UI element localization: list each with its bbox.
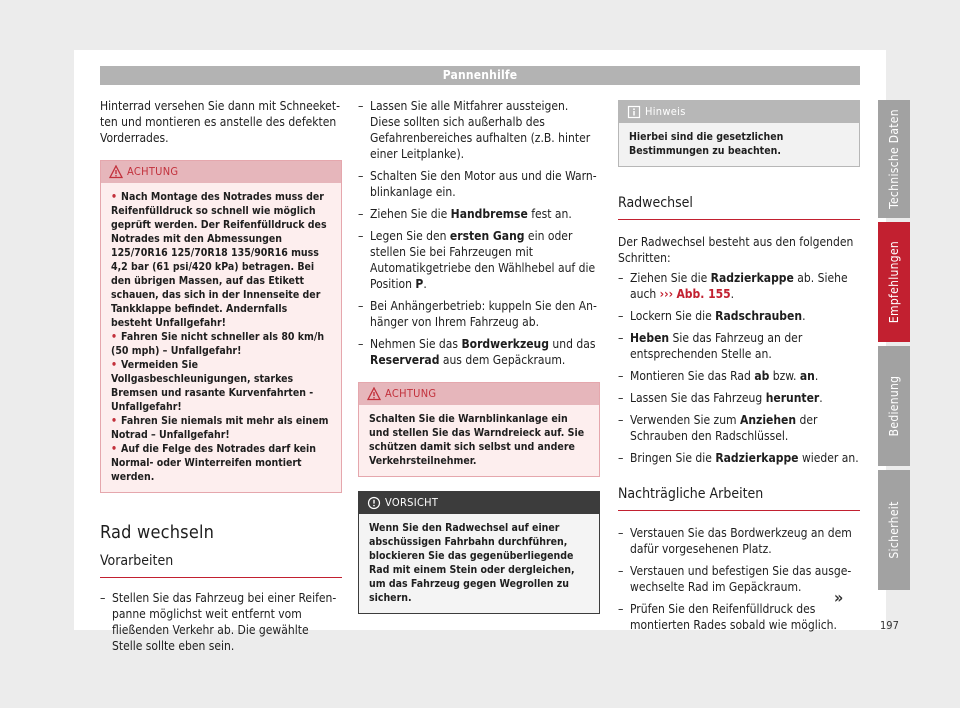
caution-box [358, 491, 600, 614]
warning-box-title: ACHTUNG [127, 165, 179, 178]
section-title-radwechsel: Radwechsel [618, 195, 860, 220]
list-item [358, 298, 600, 330]
step-text: . [802, 309, 806, 323]
list-item: – Verstauen und befestigen Sie das ausgewechselte Rad im Gepäckraum. [618, 563, 860, 595]
warning-item-text: Nach Montage des Notrades muss der Reifenfülldruck so schnell wie möglich geprüft werden. Der Reifenfülldruck des Notrades mit den Abmessungen 125/70R16 125/70R18 135/90R16 muss 4,2 bar (61 psi/420 kPa) betragen. Bei den übrigen Massen, auf das Etikett schauen, das sich in der Innenseite der Tankklappe befindet. Andernfalls besteht Unfallgefahr! [111, 191, 327, 329]
step-text: ein oder stellen Sie bei Fahrzeugen mit Automatikgetriebe den Wählhebel auf die Position [370, 229, 596, 291]
preparation-steps-cont [358, 98, 600, 368]
step-emphasis: ersten Gang [449, 229, 525, 243]
step-text: Verwenden Sie zum [630, 413, 741, 427]
note-box [618, 100, 860, 167]
step-text: . [819, 391, 823, 405]
step-text: und das [548, 337, 596, 351]
step-text: Ziehen Sie die [630, 271, 711, 285]
step-text: Lockern Sie die [630, 309, 716, 323]
step-text: Legen Sie den [370, 229, 450, 243]
intro-paragraph: Hinterrad versehen Sie dann mit Schneeketten und montieren es anstelle des defekten Vorderrades. [100, 99, 340, 145]
column-middle [358, 98, 600, 614]
step-emphasis: Handbremse [450, 207, 528, 221]
warning-box-body [101, 183, 341, 492]
section-title: Rad wechseln [100, 522, 215, 543]
list-item: – Verstauen Sie das Bordwerkzeug an dem dafür vorgesehenen Platz. [618, 525, 860, 557]
step-emphasis: Radzierkappe [715, 451, 799, 465]
step-text: Bei Anhängerbetrieb: kuppeln Sie den Anhänger von Ihrem Fahrzeug ab. [370, 299, 597, 329]
step-emphasis: Heben [630, 331, 670, 345]
list-item: – Stellen Sie das Fahrzeug bei einer Reifenpanne möglichst weit entfernt vom fließenden Verkehr ab. Die gewählte Stelle sollte eben sein. [100, 590, 342, 654]
note-box-title: Hinweis [645, 105, 686, 118]
info-icon [627, 105, 641, 119]
column-right [618, 98, 860, 639]
page-header: Pannenhilfe [100, 66, 860, 85]
step-text: bzw. [769, 369, 800, 383]
column-left [100, 98, 342, 660]
step-text: . [423, 277, 427, 291]
step-text: Bringen Sie die [630, 451, 716, 465]
warning-box-body: Schalten Sie die Warnblinkanlage ein und stellen Sie das Warndreieck auf. Sie schützen damit sich selbst und andere Verkehrsteilnehmer. [369, 413, 585, 467]
warning-triangle-icon [367, 387, 381, 401]
caution-box-title-bar [359, 492, 599, 514]
step-emphasis: herunter [765, 391, 820, 405]
warning-box-title: ACHTUNG [385, 387, 437, 400]
radwechsel-intro: Der Radwechsel besteht aus den folgenden Schritten: [618, 235, 854, 265]
step-text: . [814, 369, 819, 383]
warning-box-title-bar [359, 383, 599, 405]
caution-circle-icon [367, 496, 381, 510]
step-text: Montieren Sie das Rad [630, 369, 755, 383]
list-item [618, 450, 860, 466]
warning-item-text: Fahren Sie nicht schneller als 80 km/h (50 mph) – Unfallgefahr! [111, 331, 325, 357]
list-item [618, 368, 860, 384]
step-text: ab. Siehe auch [630, 271, 848, 301]
list-item [618, 412, 860, 444]
side-tab-label: Empfehlungen [887, 240, 901, 324]
list-item [358, 228, 600, 292]
list-item [358, 206, 600, 222]
step-text: Nehmen Sie das [370, 337, 462, 351]
section-title-nachtraegliche-arbeiten: Nachträgliche Arbeiten [618, 486, 860, 511]
list-item [618, 390, 860, 406]
step-emphasis: Anziehen [740, 413, 797, 427]
note-box-title-bar [619, 101, 859, 123]
list-item [358, 98, 600, 162]
warning-box-title-bar [101, 161, 341, 183]
step-text: Sie das Fahrzeug an der entsprechenden Stelle an. [630, 331, 803, 361]
warning-box [358, 382, 600, 477]
warning-item [111, 358, 331, 414]
list-item [618, 308, 860, 324]
caution-box-title: VORSICHT [385, 496, 439, 509]
note-box-body: Hierbei sind die gesetzlichen Bestimmungen zu beachten. [629, 131, 784, 157]
side-tab-empfehlungen[interactable] [878, 222, 910, 342]
warning-item [111, 442, 331, 484]
preparation-steps [100, 590, 342, 654]
step-text: . [730, 287, 735, 301]
side-tab-sicherheit[interactable] [878, 470, 910, 590]
step-text: fest an. [527, 207, 572, 221]
side-tab-technische-daten[interactable] [878, 100, 910, 218]
page-number: 197 [880, 619, 899, 632]
list-item [358, 336, 600, 368]
subsection-title: Vorarbeiten [100, 553, 342, 578]
figure-reference-link[interactable]: Abb. 155 [676, 287, 731, 301]
warning-item-text: Auf die Felge des Notrades darf kein Normal- oder Winterreifen montiert werden. [111, 443, 316, 483]
caution-box-body: Wenn Sie den Radwechsel auf einer abschüssigen Fahrbahn durchführen, blockieren Sie das gegenüberliegende Rad mit einem Stein oder dergleichen, um das Fahrzeug gegen Wegrollen zu sichern. [369, 522, 575, 604]
list-item: – Prüfen Sie den Reifenfülldruck des montierten Rades sobald wie möglich. [618, 601, 860, 633]
step-emphasis: Bordwerkzeug [461, 337, 549, 351]
step-text: Ziehen Sie die [370, 207, 451, 221]
list-item [618, 270, 860, 302]
post-work-steps [618, 525, 860, 633]
step-emphasis: Radschrauben [715, 309, 803, 323]
radwechsel-steps [618, 270, 860, 466]
side-tab-label: Technische Daten [887, 109, 901, 209]
warning-item [111, 190, 331, 330]
step-emphasis: an [799, 369, 815, 383]
list-item [618, 330, 860, 362]
side-tab-bedienung[interactable] [878, 346, 910, 466]
step-emphasis: ab [754, 369, 770, 383]
step-emphasis: P [415, 277, 424, 291]
list-item [358, 168, 600, 200]
step-text: Lassen Sie das Fahrzeug [630, 391, 766, 405]
warning-item [111, 414, 331, 442]
warning-item-text: Vermeiden Sie Vollgasbeschleunigungen, starkes Bremsen und rasante Kurvenfahrten - Unfallgefahr! [111, 359, 314, 413]
reference-arrow[interactable]: ››› [659, 287, 674, 301]
step-emphasis: Radzierkappe [710, 271, 794, 285]
warning-item [111, 330, 331, 358]
side-tab-label: Bedienung [887, 375, 901, 437]
warning-box [100, 160, 342, 493]
side-tab-label: Sicherheit [887, 501, 901, 559]
step-emphasis: Reserverad [370, 353, 440, 367]
step-text: Lassen Sie alle Mitfahrer aussteigen. Diese sollten sich außerhalb des Gefahrenbereiches aufhalten (z.B. hinter einer Leitplanke). [370, 99, 591, 161]
warning-triangle-icon [109, 165, 123, 179]
continued-arrow-icon[interactable]: » [834, 588, 844, 607]
step-text: wieder an. [798, 451, 859, 465]
step-text: Schalten Sie den Motor aus und die Warnblinkanlage ein. [370, 169, 597, 199]
step-text: der Schrauben den Radschlüssel. [630, 413, 818, 443]
warning-item-text: Fahren Sie niemals mit mehr als einem Notrad – Unfallgefahr! [111, 415, 329, 441]
step-text: aus dem Gepäckraum. [439, 353, 566, 367]
